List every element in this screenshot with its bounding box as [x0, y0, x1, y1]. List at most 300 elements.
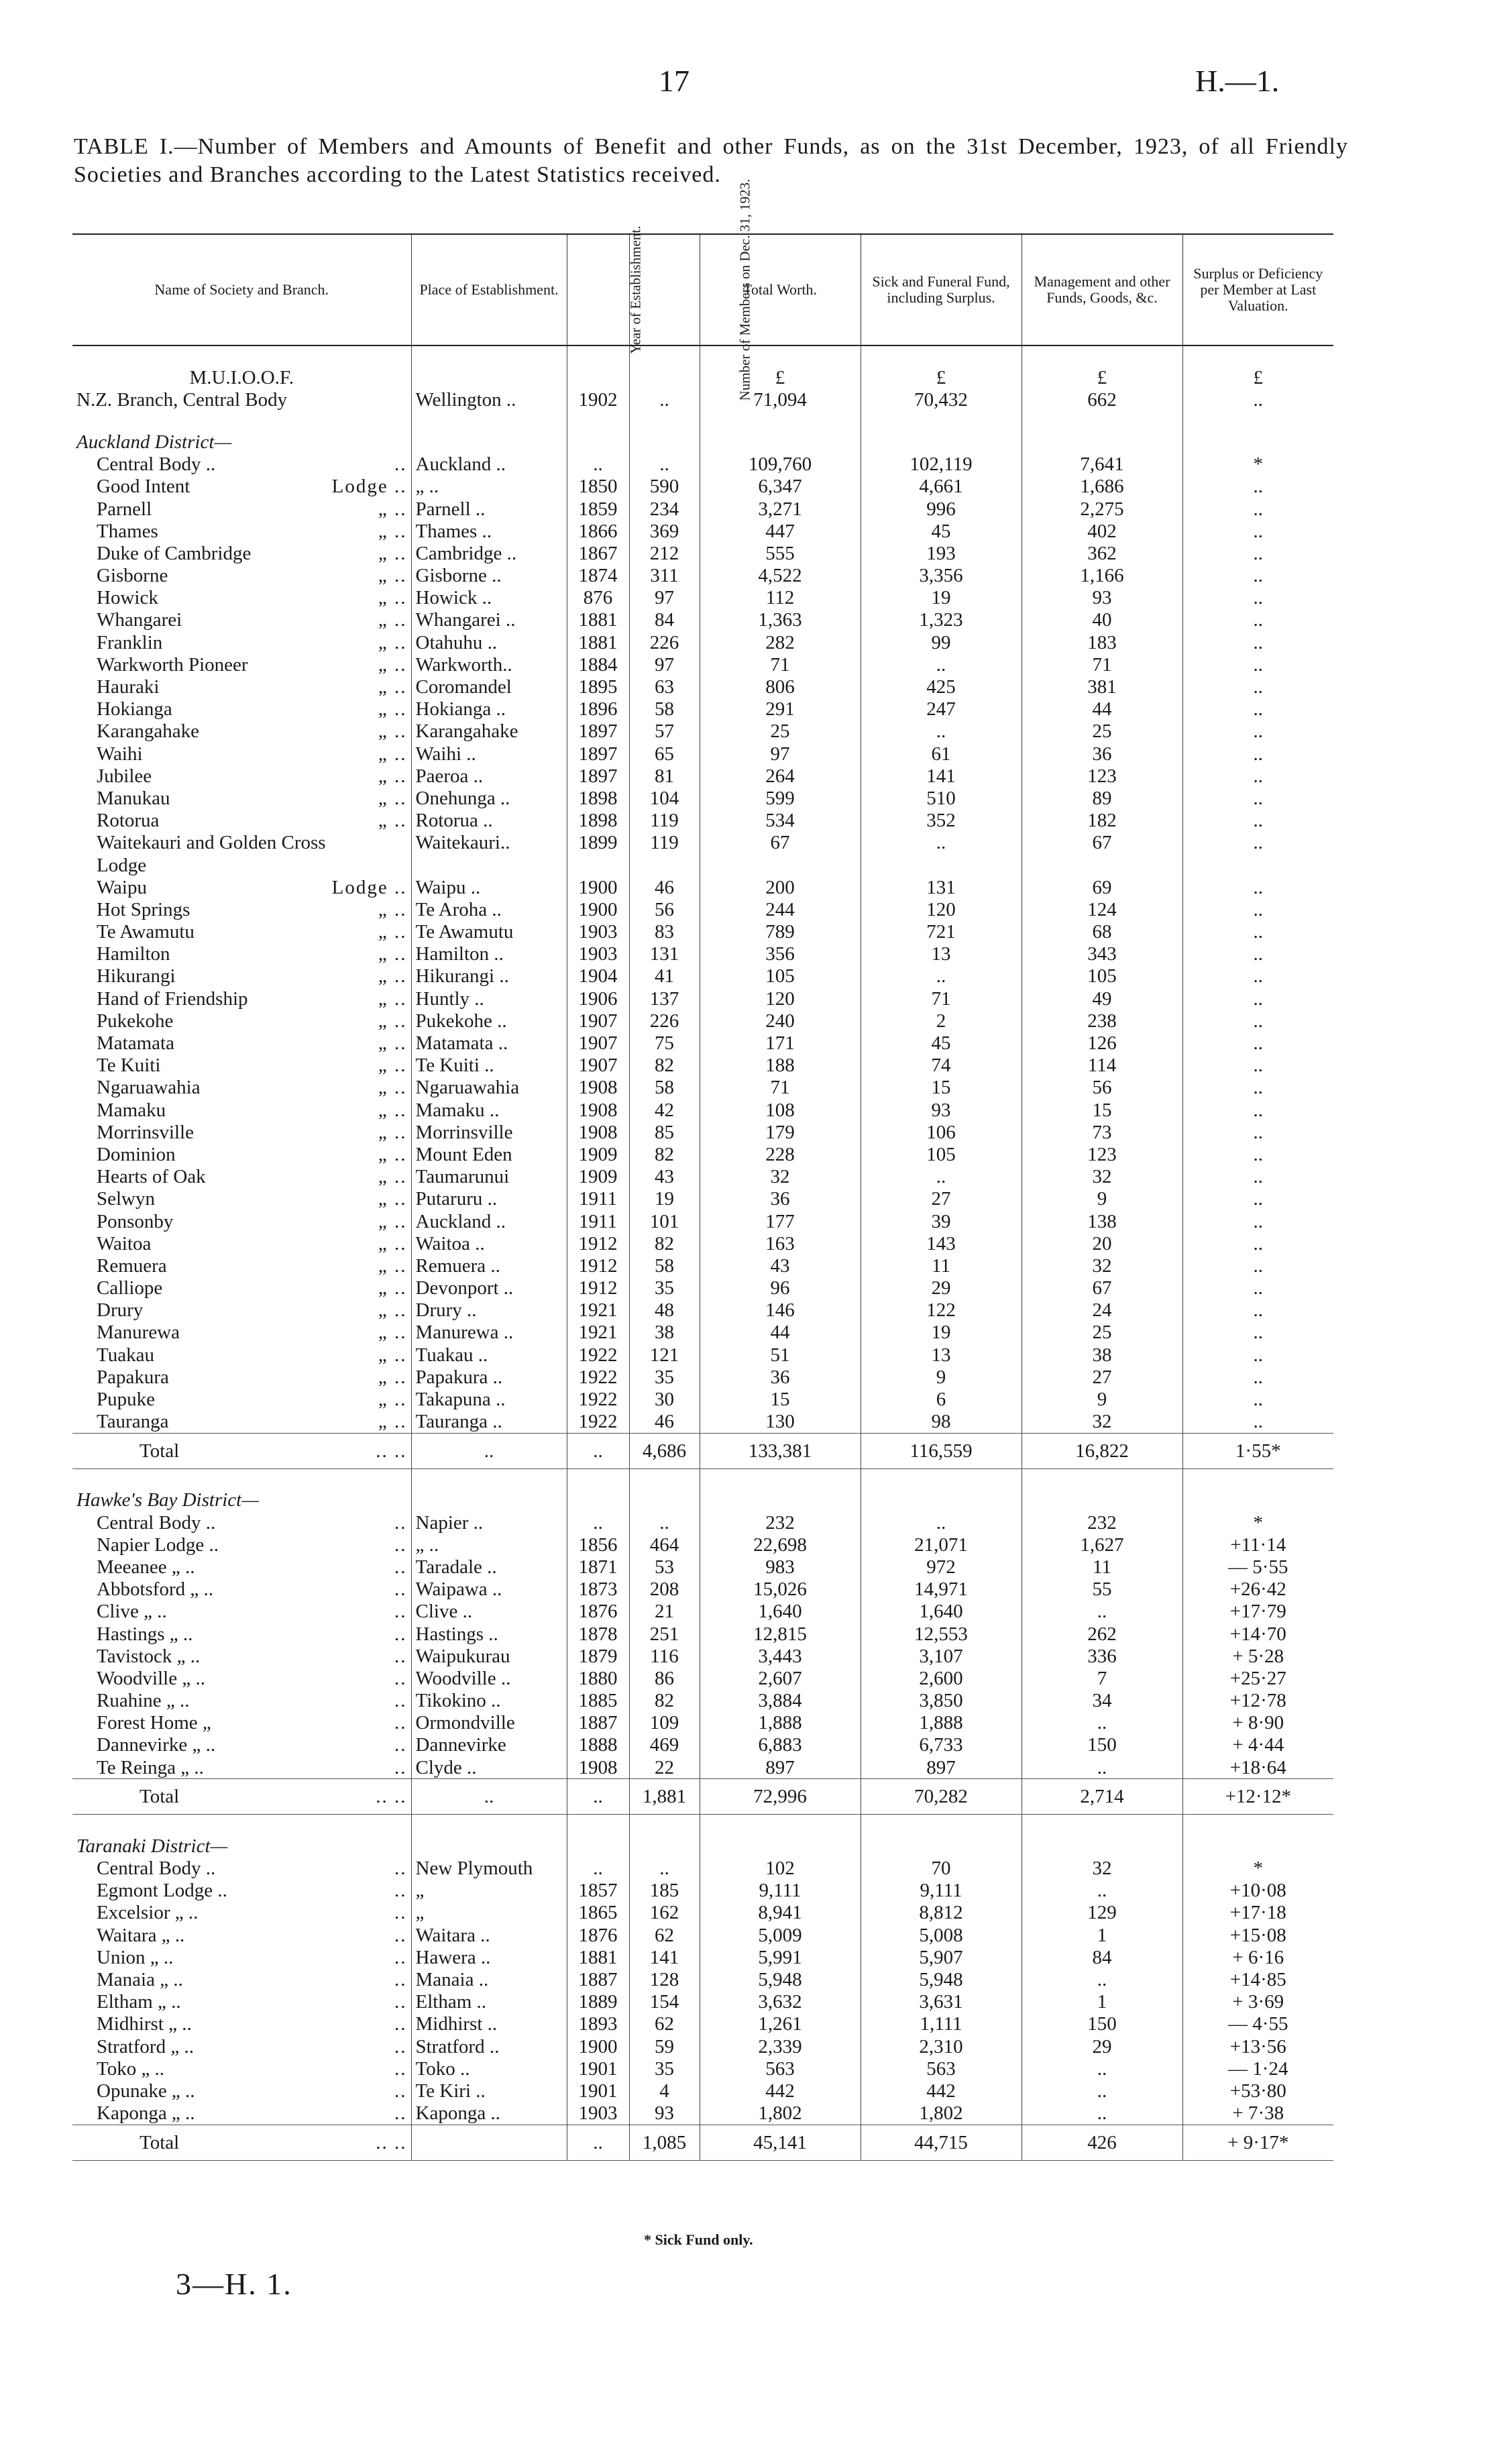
branch-name — [72, 653, 411, 676]
year: 1887 — [567, 1712, 629, 1734]
total-worth: 171 — [700, 1032, 861, 1054]
members: 42 — [629, 1099, 700, 1121]
year: 1881 — [567, 609, 629, 631]
table-row — [72, 2035, 1333, 2057]
year: 1850 — [567, 476, 629, 498]
year: 1889 — [567, 1991, 629, 2013]
members: 46 — [629, 876, 700, 898]
sick-fund: 3,631 — [861, 1991, 1022, 2013]
branch-name — [72, 2013, 411, 2035]
branch-name — [72, 476, 411, 498]
members: 41 — [629, 965, 700, 987]
year: 1879 — [567, 1645, 629, 1667]
currency-row — [72, 366, 1333, 388]
year: 1899 — [567, 832, 629, 854]
surplus: .. — [1182, 832, 1333, 854]
branch-suffix: „ .. — [378, 676, 407, 698]
table-row — [72, 1880, 1333, 1902]
sick-fund: 13 — [861, 943, 1022, 965]
surplus: .. — [1182, 898, 1333, 920]
table-row — [72, 787, 1333, 809]
col-header-surplus: Surplus or Deficiency per Member at Last Valuation. — [1182, 234, 1333, 345]
management-funds: 7,641 — [1022, 453, 1182, 476]
year: 1866 — [567, 520, 629, 542]
total-label-text: Total — [140, 1440, 180, 1462]
branch-name — [72, 1232, 411, 1254]
society-name: M.U.I.O.O.F. — [189, 366, 294, 388]
branch-name — [72, 1277, 411, 1299]
management-funds: 34 — [1022, 1690, 1182, 1712]
management-funds: 68 — [1022, 921, 1182, 943]
branch-name — [72, 1578, 411, 1601]
place: Putaruru .. — [411, 1188, 567, 1210]
branch-name — [72, 1055, 411, 1077]
members: 119 — [629, 810, 700, 832]
table-row — [72, 1968, 1333, 1990]
table-row — [72, 854, 1333, 876]
table-row — [72, 720, 1333, 743]
branch-name-text: Ponsonby — [97, 1210, 174, 1232]
year: 1922 — [567, 1411, 629, 1434]
management-funds: 56 — [1022, 1077, 1182, 1099]
management-funds: 27 — [1022, 1366, 1182, 1388]
total-worth: 3,884 — [700, 1690, 861, 1712]
management-funds: 93 — [1022, 587, 1182, 609]
management-funds: .. — [1022, 2102, 1182, 2125]
year: 1922 — [567, 1344, 629, 1366]
surplus: .. — [1182, 698, 1333, 720]
total-worth: 67 — [700, 832, 861, 854]
branch-name — [72, 520, 411, 542]
total-worth: 51 — [700, 1344, 861, 1366]
sick-fund: 563 — [861, 2057, 1022, 2080]
members: 97 — [629, 653, 700, 676]
sick-fund: 106 — [861, 1121, 1022, 1143]
branch-suffix: „ .. — [378, 1344, 407, 1366]
place: Clive .. — [411, 1601, 567, 1623]
table-row — [72, 565, 1333, 587]
branch-name — [72, 1623, 411, 1645]
branch-suffix: „ .. — [378, 787, 407, 809]
total-worth: 1,261 — [700, 2013, 861, 2035]
branch-name — [72, 1344, 411, 1366]
total-worth: 1,640 — [700, 1601, 861, 1623]
place: Whangarei .. — [411, 609, 567, 631]
branch-name-text: Toko „ .. — [97, 2057, 165, 2080]
management-funds: 7 — [1022, 1667, 1182, 1689]
branch-name — [72, 1534, 411, 1556]
surplus: +12·12* — [1182, 1779, 1333, 1815]
table-row — [72, 832, 1333, 854]
members: 59 — [629, 2035, 700, 2057]
branch-name — [72, 743, 411, 765]
place: Waipukurau — [411, 1645, 567, 1667]
branch-name-text: Hot Springs — [97, 898, 190, 920]
members: 85 — [629, 1121, 700, 1143]
branch-suffix: „ .. — [378, 698, 407, 720]
branch-suffix: .. — [394, 2035, 407, 2057]
branch-name-text: Waipu — [97, 876, 147, 898]
members: 84 — [629, 609, 700, 631]
members: 65 — [629, 743, 700, 765]
branch-suffix: .. — [394, 1690, 407, 1712]
total-worth: 9,111 — [700, 1880, 861, 1902]
table-row — [72, 1232, 1333, 1254]
total-worth: 163 — [700, 1232, 861, 1254]
sick-fund: 1,640 — [861, 1601, 1022, 1623]
branch-name-text: Ruahine „ .. — [97, 1690, 190, 1712]
place: Howick .. — [411, 587, 567, 609]
branch-name — [72, 1991, 411, 2013]
place: „ — [411, 1880, 567, 1902]
year: 1887 — [567, 1968, 629, 1990]
sick-fund: 14,971 — [861, 1578, 1022, 1601]
surplus: .. — [1182, 987, 1333, 1010]
place: Takapuna .. — [411, 1388, 567, 1410]
total-worth: 96 — [700, 1277, 861, 1299]
members: .. — [629, 1857, 700, 1879]
surplus: .. — [1182, 1055, 1333, 1077]
branch-name — [72, 698, 411, 720]
place: Woodville .. — [411, 1667, 567, 1689]
management-funds: 123 — [1022, 1143, 1182, 1165]
management-funds: 232 — [1022, 1511, 1182, 1534]
surplus: .. — [1182, 1388, 1333, 1410]
year: 1888 — [567, 1734, 629, 1756]
table-row — [72, 631, 1333, 653]
branch-name-text: Egmont Lodge .. — [97, 1880, 227, 1902]
sick-fund: .. — [861, 1166, 1022, 1188]
col-header-name: Name of Society and Branch. — [72, 234, 411, 345]
sick-fund: 13 — [861, 1344, 1022, 1366]
table-row — [72, 609, 1333, 631]
total-worth: 105 — [700, 965, 861, 987]
total-dots: .. .. — [376, 1786, 407, 1808]
district-heading-row — [72, 1489, 1333, 1511]
total-worth: 108 — [700, 1099, 861, 1121]
members: 62 — [629, 1924, 700, 1946]
branch-name: N.Z. Branch, Central Body — [76, 388, 288, 411]
branch-name — [72, 965, 411, 987]
place: Kaponga .. — [411, 2102, 567, 2125]
total-row — [72, 1779, 1333, 1815]
sick-fund: 425 — [861, 676, 1022, 698]
management-funds: 69 — [1022, 876, 1182, 898]
management-funds — [1022, 854, 1182, 876]
table-row — [72, 1690, 1333, 1712]
total-worth: 177 — [700, 1210, 861, 1232]
table-row — [72, 1623, 1333, 1645]
place: Wellington .. — [411, 388, 567, 411]
place: Eltham .. — [411, 1991, 567, 2013]
sick-fund: .. — [861, 965, 1022, 987]
branch-name-text: Union „ .. — [97, 1946, 174, 1968]
sick-fund: 2,310 — [861, 2035, 1022, 2057]
year: .. — [567, 2125, 629, 2160]
year: 1881 — [567, 1946, 629, 1968]
branch-name-text: Duke of Cambridge — [97, 542, 252, 564]
branch-name — [72, 2035, 411, 2057]
branch-name-text: Drury — [97, 1299, 144, 1322]
branch-name-text: Clive „ .. — [97, 1601, 167, 1623]
place: „ — [411, 1902, 567, 1924]
surplus: .. — [1182, 1032, 1333, 1054]
branch-name — [72, 609, 411, 631]
year: 1906 — [567, 987, 629, 1010]
branch-suffix: „ .. — [378, 720, 407, 743]
currency-symbol: £ — [861, 366, 1022, 388]
table-row — [72, 1712, 1333, 1734]
members: 53 — [629, 1556, 700, 1578]
branch-name-text: Papakura — [97, 1366, 169, 1388]
sick-fund: 70,282 — [861, 1779, 1022, 1815]
currency-symbol: £ — [1182, 366, 1333, 388]
branch-name-text: Napier Lodge .. — [97, 1534, 219, 1556]
management-funds: 89 — [1022, 787, 1182, 809]
branch-name — [72, 1690, 411, 1712]
branch-suffix: „ .. — [378, 1143, 407, 1165]
sick-fund: 120 — [861, 898, 1022, 920]
year: 1901 — [567, 2057, 629, 2080]
branch-suffix: „ .. — [378, 943, 407, 965]
branch-name-text: Midhirst „ .. — [97, 2013, 192, 2035]
table-row — [72, 1344, 1333, 1366]
table-row — [72, 743, 1333, 765]
management-funds: 32 — [1022, 1857, 1182, 1879]
members: 86 — [629, 1667, 700, 1689]
management-funds: 32 — [1022, 1411, 1182, 1434]
branch-suffix: .. — [394, 2013, 407, 2035]
management-funds: 126 — [1022, 1032, 1182, 1054]
surplus: .. — [1182, 965, 1333, 987]
branch-name-text: Te Awamutu — [97, 921, 195, 943]
place: Coromandel — [411, 676, 567, 698]
sick-fund: .. — [861, 832, 1022, 854]
table-row — [72, 520, 1333, 542]
members: 30 — [629, 1388, 700, 1410]
place: Te Kiri .. — [411, 2080, 567, 2102]
branch-name — [72, 1924, 411, 1946]
branch-name — [72, 787, 411, 809]
table-row — [72, 1991, 1333, 2013]
table-row — [72, 810, 1333, 832]
surplus: +26·42 — [1182, 1578, 1333, 1601]
branch-suffix: „ .. — [378, 498, 407, 520]
surplus: .. — [1182, 943, 1333, 965]
total-worth: 563 — [700, 2057, 861, 2080]
branch-name — [72, 1322, 411, 1344]
total-worth: 3,443 — [700, 1645, 861, 1667]
place: Te Awamutu — [411, 921, 567, 943]
surplus: .. — [1182, 1344, 1333, 1366]
management-funds: 11 — [1022, 1556, 1182, 1578]
total-worth: 188 — [700, 1055, 861, 1077]
surplus: — 5·55 — [1182, 1556, 1333, 1578]
sick-fund: 19 — [861, 1322, 1022, 1344]
members — [629, 854, 700, 876]
sick-fund: 1,802 — [861, 2102, 1022, 2125]
place: Tauranga .. — [411, 1411, 567, 1434]
place: Te Aroha .. — [411, 898, 567, 920]
management-funds: 381 — [1022, 676, 1182, 698]
total-worth: 179 — [700, 1121, 861, 1143]
branch-suffix: .. — [394, 1667, 407, 1689]
branch-suffix: „ .. — [378, 1411, 407, 1433]
branch-suffix: „ .. — [378, 921, 407, 943]
members: 469 — [629, 1734, 700, 1756]
branch-name-text: Dominion — [97, 1143, 176, 1165]
year: 1904 — [567, 965, 629, 987]
year: 1896 — [567, 698, 629, 720]
branch-suffix: „ .. — [378, 1010, 407, 1032]
branch-suffix: „ .. — [378, 1299, 407, 1322]
members: 46 — [629, 1411, 700, 1434]
members: 82 — [629, 1143, 700, 1165]
total-worth: 447 — [700, 520, 861, 542]
place: „ .. — [411, 476, 567, 498]
surplus: .. — [1182, 1166, 1333, 1188]
branch-suffix: „ .. — [378, 1099, 407, 1121]
management-funds: 1 — [1022, 1991, 1182, 2013]
place: Tuakau .. — [411, 1344, 567, 1366]
sick-fund: 39 — [861, 1210, 1022, 1232]
management-funds: 20 — [1022, 1232, 1182, 1254]
table-row — [72, 1902, 1333, 1924]
table-row — [72, 388, 1333, 411]
branch-name — [72, 1299, 411, 1322]
surplus: + 8·90 — [1182, 1712, 1333, 1734]
members: 83 — [629, 921, 700, 943]
branch-suffix: .. — [394, 453, 407, 476]
branch-name-text: Hamilton — [97, 943, 170, 965]
total-worth: 228 — [700, 1143, 861, 1165]
sick-fund: 70,432 — [861, 388, 1022, 411]
branch-name-text: Te Reinga „ .. — [97, 1756, 204, 1778]
branch-suffix: „ .. — [378, 898, 407, 920]
sick-fund: .. — [861, 1511, 1022, 1534]
branch-name-text: Waihi — [97, 743, 143, 765]
year: 1903 — [567, 921, 629, 943]
members: 128 — [629, 1968, 700, 1990]
branch-suffix: „ .. — [378, 1188, 407, 1210]
branch-name — [72, 1166, 411, 1188]
members: 38 — [629, 1322, 700, 1344]
branch-name — [72, 1902, 411, 1924]
year — [567, 854, 629, 876]
table-row — [72, 1121, 1333, 1143]
branch-name-text: Ngaruawahia — [97, 1077, 201, 1099]
place: Morrinsville — [411, 1121, 567, 1143]
total-worth: 555 — [700, 542, 861, 564]
branch-name — [72, 1143, 411, 1165]
management-funds: .. — [1022, 1712, 1182, 1734]
branch-name-text: Woodville „ .. — [97, 1667, 205, 1689]
branch-name — [72, 1188, 411, 1210]
sick-fund: 5,008 — [861, 1924, 1022, 1946]
branch-name-text: Abbotsford „ .. — [97, 1578, 213, 1601]
total-worth: 32 — [700, 1166, 861, 1188]
place: Hastings .. — [411, 1623, 567, 1645]
management-funds: 343 — [1022, 943, 1182, 965]
members: 212 — [629, 542, 700, 564]
branch-suffix: .. — [394, 1924, 407, 1946]
surplus: + 4·44 — [1182, 1734, 1333, 1756]
surplus: .. — [1182, 609, 1333, 631]
branch-name — [72, 453, 411, 476]
year: 1909 — [567, 1143, 629, 1165]
year: 1876 — [567, 1924, 629, 1946]
sick-fund: 45 — [861, 1032, 1022, 1054]
sick-fund: 996 — [861, 498, 1022, 520]
branch-name-text: Te Kuiti — [97, 1055, 161, 1077]
surplus: .. — [1182, 520, 1333, 542]
year: 1895 — [567, 676, 629, 698]
year: 1908 — [567, 1099, 629, 1121]
branch-suffix: .. — [394, 1623, 407, 1645]
table-row — [72, 765, 1333, 787]
surplus: +18·64 — [1182, 1756, 1333, 1779]
place: Manaia .. — [411, 1968, 567, 1990]
total-worth: 15,026 — [700, 1578, 861, 1601]
table-row — [72, 1578, 1333, 1601]
branch-name — [72, 1734, 411, 1756]
branch-name — [72, 1032, 411, 1054]
management-funds: 1,166 — [1022, 565, 1182, 587]
year: 1907 — [567, 1010, 629, 1032]
col-header-members: Number of Members on Dec. 31, 1923. — [629, 234, 700, 345]
members: 63 — [629, 676, 700, 698]
total-worth — [700, 854, 861, 876]
total-label-text: Total — [140, 1786, 180, 1808]
surplus — [1182, 854, 1333, 876]
surplus: .. — [1182, 876, 1333, 898]
branch-name — [72, 1010, 411, 1032]
year: 1921 — [567, 1299, 629, 1322]
surplus: .. — [1182, 476, 1333, 498]
members: 141 — [629, 1946, 700, 1968]
branch-suffix: .. — [394, 1712, 407, 1734]
year: 1907 — [567, 1032, 629, 1054]
members: 226 — [629, 1010, 700, 1032]
place — [411, 854, 567, 876]
total-dots: .. .. — [376, 1440, 407, 1462]
management-funds: 105 — [1022, 965, 1182, 987]
sick-fund: 1,111 — [861, 2013, 1022, 2035]
management-funds: .. — [1022, 1756, 1182, 1779]
year: 1902 — [567, 388, 629, 411]
total-worth: 5,948 — [700, 1968, 861, 1990]
total-worth: 22,698 — [700, 1534, 861, 1556]
sick-fund: 122 — [861, 1299, 1022, 1322]
members: 22 — [629, 1756, 700, 1779]
total-label-text: Total — [140, 2131, 180, 2153]
management-funds: .. — [1022, 2080, 1182, 2102]
sick-fund: 98 — [861, 1411, 1022, 1434]
branch-name-text: Morrinsville — [97, 1121, 194, 1143]
branch-name — [72, 1511, 411, 1534]
currency-symbol: £ — [1022, 366, 1182, 388]
branch-name-text: Dannevirke „ .. — [97, 1734, 216, 1756]
table-row — [72, 587, 1333, 609]
total-worth: 6,883 — [700, 1734, 861, 1756]
year: 1912 — [567, 1232, 629, 1254]
table-row — [72, 1032, 1333, 1054]
members: 464 — [629, 1534, 700, 1556]
branch-name-text: Hand of Friendship — [97, 987, 248, 1010]
surplus: .. — [1182, 1299, 1333, 1322]
sick-fund: 352 — [861, 810, 1022, 832]
place: New Plymouth — [411, 1857, 567, 1879]
